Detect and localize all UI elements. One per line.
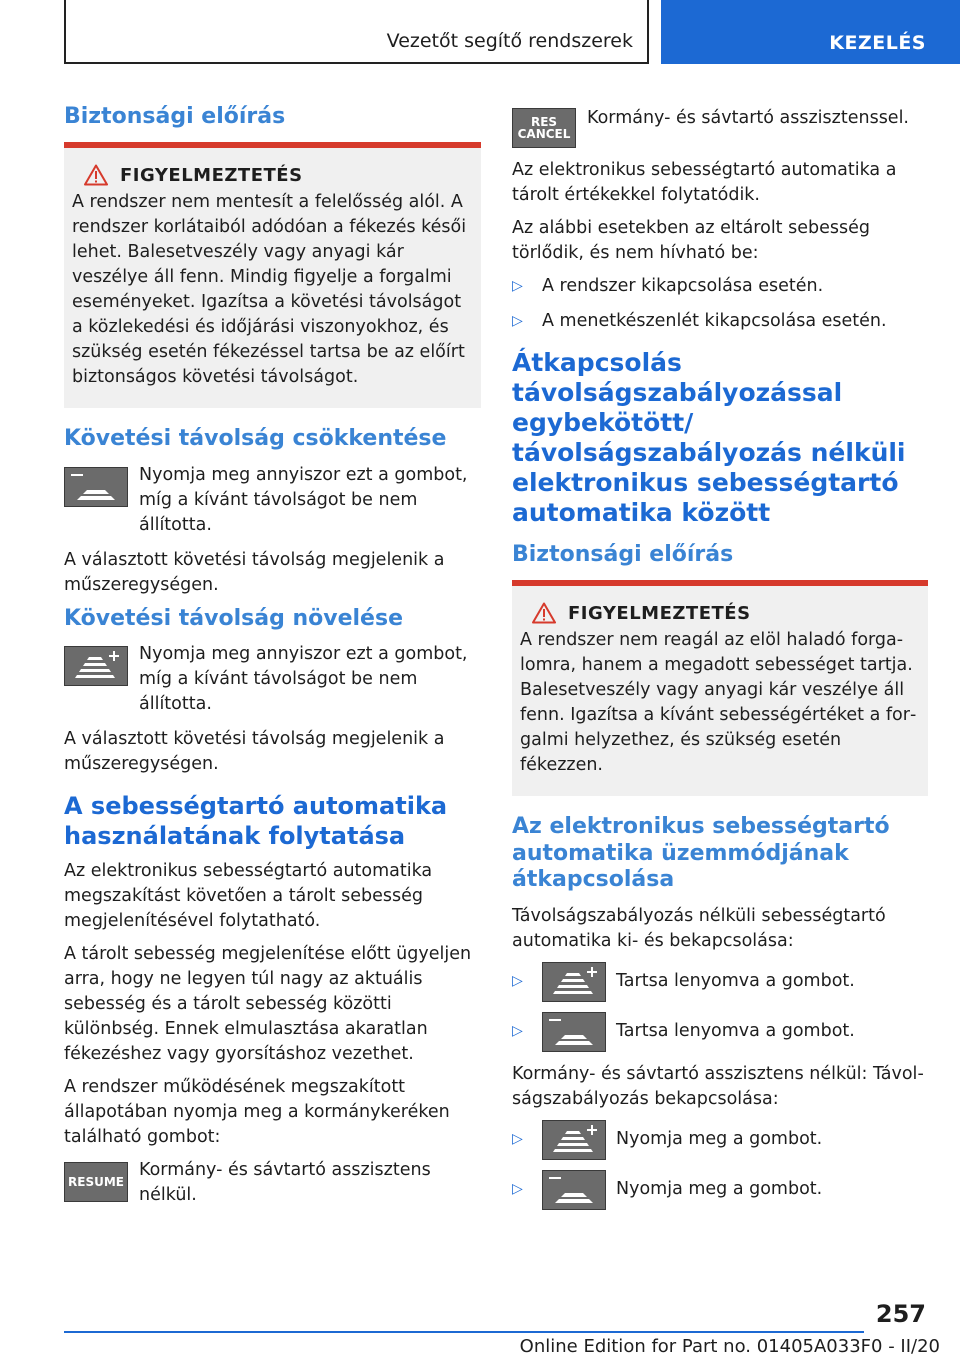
bullet-triangle-icon: ▷ [512,1181,523,1198]
distance-decrease-instruction: Nyomja meg annyiszor ezt a gombot, míg a kívánt távolságot be nem állította. [139,464,468,535]
warning-box [512,580,928,796]
list-item [512,1170,928,1210]
warning-header [520,602,920,624]
distance-decrease-icon [64,467,128,507]
distance-increase-icon [64,646,128,686]
warning-title: FIGYELMEZTETÉS [120,164,303,186]
distance-increase-icon [542,1120,606,1160]
distance-decrease-result: A választott követési távolság megjelenik a műszeregységen. [64,549,445,595]
res-cancel-button-icon [512,108,576,148]
resume-button-icon [64,1162,128,1202]
res-cancel-row [512,106,928,148]
warning-triangle-icon [532,602,556,624]
distance-increase-row [64,642,481,717]
list-item [512,1120,928,1160]
switch-safety-heading: Biztonsági előírás [512,542,734,567]
list-item-text: A menetkészenlét kikapcsolása esetén. [542,311,887,331]
list-item-text: Nyomja meg a gombot. [616,1179,823,1200]
distance-decrease-row [64,463,481,538]
distance-decrease-icon [542,1170,606,1210]
res-cancel-button-label [513,109,575,147]
warning-title: FIGYELMEZTETÉS [568,602,751,624]
res-cancel-p2: Az alábbi esetekben az eltárolt sebesség törlődik, és nem hívható be: [512,218,870,263]
bullet-triangle-icon: ▷ [512,313,523,329]
distance-increase-icon [542,962,606,1002]
header-chapter-title: KEZELÉS [829,32,926,54]
header-section-title: Vezetőt segítő rendszerek [386,30,633,52]
warning-text: A rendszer nem mentesít a felelősség alól. A rendszer korlátaiból adódóan a fékezés késői lehet. Balesetveszély vagy anyagi kár veszélye áll fenn. Mindig figyelje a forgalmi eseményeket. Igazítsa a követési távolságot a közlekedési és időjárási viszonyokhoz, és szükség esetén fékezéssel tartsa be az előírt biztonságos követési távolságot. [72,192,467,388]
resume-button-label: RESUME [68,1175,124,1190]
distance-increase-heading: Követési távolság növelése [64,605,403,631]
list-item [512,274,928,299]
warning-text: A rendszer nem reagál az elöl haladó forgalomra, hanem a megadott sebességet tartja. Balesetveszély vagy anyagi kár veszélye áll fenn. Igazítsa a kívánt sebességértéket a forgalmi helyzethez, és szükség esetén fékezzen. [520,630,917,776]
bullet-triangle-icon: ▷ [512,1131,523,1148]
bullet-triangle-icon: ▷ [512,278,523,294]
resume-row [64,1158,481,1208]
distance-decrease-heading: Követési távolság csökkentése [64,426,447,452]
switch-heading: Átkapcsolás távolságszabályozással egybekötött/ távolságszabályozás nélküli elektronikus sebességtartó automatika között [512,348,906,527]
warning-header [72,164,473,186]
safety-heading: Biztonsági előírás [64,104,286,129]
mode-intro: Távolságszabályozás nélküli sebességtartó automatika ki- és bekapcsolása: [512,905,886,951]
mode-heading: Az elektronikus sebességtartó automatika üzemmódjának átkapcsolása [512,814,890,893]
resume-p2: A tárolt sebesség megjelenítése előtt ügyeljen arra, hogy ne legyen túl nagy az aktuális sebesség és a tárolt sebesség közötti különbség. Ennek elmulasztása akaratlan fékezéshez vagy gyorsításhoz vezethet. [64,944,472,1065]
page-number: 257 [875,1300,926,1328]
left-column [64,98,481,1218]
list-item-text: Nyomja meg a gombot. [616,1129,823,1150]
list-item [512,1012,928,1052]
warning-box [64,142,481,408]
warning-triangle-icon [84,164,108,186]
resume-p3: A rendszer működésének megszakított állapotában nyomja meg a kormánykeréken található gombot: [64,1077,450,1148]
distance-decrease-icon [542,1012,606,1052]
res-cancel-button-text: Kormány- és sávtartó asszisztenssel. [587,108,909,128]
mode-intro2: Kormány- és sávtartó asszisztens nélkül: Távolságszabályozás bekapcsolása: [512,1063,924,1109]
resume-button-text: Kormány- és sávtartó asszisztens nélkül. [139,1160,431,1206]
distance-increase-result: A választott követési távolság megjelenik a műszeregységen. [64,729,445,775]
res-cancel-p1: Az elektronikus sebességtartó automatika a tárolt értékekkel folytatódik. [512,160,897,205]
bullet-triangle-icon: ▷ [512,973,523,990]
footer-divider [64,1331,864,1333]
distance-increase-instruction: Nyomja meg annyiszor ezt a gombot, míg a kívánt távolságot be nem állította. [139,644,468,715]
resume-p1: Az elektronikus sebességtartó automatika megszakítást követően a tárolt sebesség megjelenítésével folytatható. [64,861,433,932]
list-item-text: Tartsa lenyomva a gombot. [616,971,855,992]
header-chapter-box [661,0,960,64]
right-column [512,98,928,1220]
header-section-box [64,0,649,64]
resume-heading: A sebességtartó automatika használatának folytatása [64,792,448,851]
list-item [512,309,928,334]
list-item-text: Tartsa lenyomva a gombot. [616,1021,855,1042]
footer-edition: Online Edition for Part no. 01405A033F0 - II/20 [519,1336,940,1357]
bullet-triangle-icon: ▷ [512,1023,523,1040]
list-item [512,962,928,1002]
list-item-text: A rendszer kikapcsolása esetén. [542,276,824,296]
cancel-label: CANCEL [517,127,571,141]
res-label: RES [530,115,558,129]
